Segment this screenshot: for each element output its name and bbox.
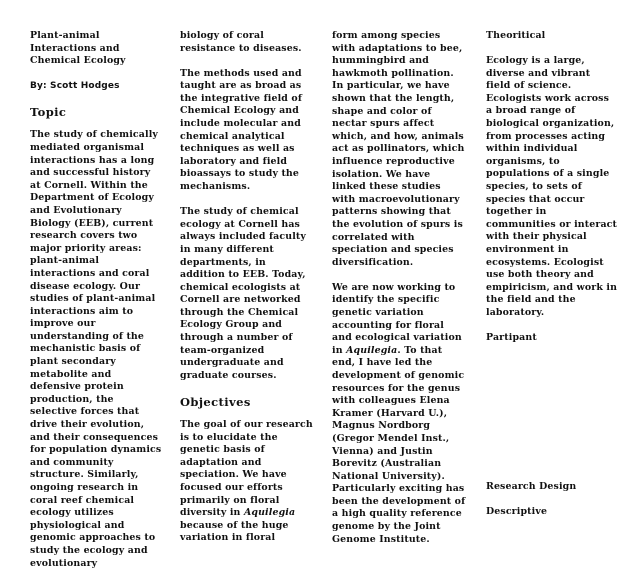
theoretical-heading: Theoritical	[486, 30, 546, 41]
column-3	[332, 30, 467, 559]
topic-heading: Topic	[30, 105, 67, 120]
objectives-text-pre: The goal of our research is to elucidate the genetic basis of adaptation and speciation. We have focused our efforts primarily on floral diversity in	[180, 418, 313, 519]
brochure-title: Plant-animal Interactions and Chemical Ecology	[30, 30, 126, 67]
descriptive-heading: Descriptive	[486, 506, 548, 518]
participant-heading: Partipant	[486, 332, 537, 344]
topic-paragraph: The study of chemically mediated organismal interactions has a long and successful history at Cornell. Within the Department of Ecology and Evolutionary Biology (EEB), current research covers two major priority areas: plant-animal interactions and coral disease ecology. Our studies of plant-animal interactions aim to improve our understanding of the mechanistic basis of plant secondary metabolite and defensive protein production, the selective forces that drive their evolution, and their consequences for population dynamics and community structure. Similarly, ongoing research in coral reef chemical ecology utilizes physiological and genomic approaches to study the ecology and evolutionary	[30, 129, 162, 569]
working-genus: Aquilegia	[346, 344, 398, 356]
faculty-paragraph: The study of chemical ecology at Cornell has always included faculty in many different departments, in addition to EEB. Today, chemical ecologists at Cornell are networked through the Chemical Ecology Group and through a number of team-organized undergraduate and graduate courses.	[180, 206, 306, 381]
column-4	[486, 30, 618, 531]
author-byline: By: Scott Hodges	[30, 81, 120, 92]
floral-form-paragraph: form among species with adaptations to bee, hummingbird and hawkmoth pollination. In particular, we have shown that the length, shape and color of nectar spurs affect which, and how, animals act as pollinators, which influence reproductive isolation. We have linked these studies with macroevolutionary patterns showing that the evolution of spurs is correlated with speciation and species diversification.	[332, 30, 465, 268]
working-text-pre: We are now working to identify the specific genetic variation accounting for floral and ecological variation in	[332, 281, 462, 356]
theoretical-paragraph: Ecology is a large, diverse and vibrant field of science. Ecologists work across a broad range of biological organization, from processes acting within individual organisms, to populations of a single species, to sets of species that occur together in communities or interact with their physical environment in ecosystems. Ecologist use both theory and empiricism, and work in the field and the laboratory.	[486, 55, 618, 318]
genetic-work-paragraph	[332, 282, 467, 546]
coral-continuation-paragraph: biology of coral resistance to diseases.	[180, 30, 302, 54]
spacer	[486, 357, 618, 419]
working-text-post: . To that end, I have led the development of genomic resources for the genus with colleagues Elena Kramer (Harvard U.), Magnus Nordborg (Gregor Mendel Inst., Vienna) and Justin Borevitz (Australian National University). Particularly exciting has been the development of a high quality reference genome by the Joint Genome Institute.	[332, 344, 466, 545]
research-design-heading: Research Design	[486, 481, 577, 493]
spacer	[486, 419, 618, 481]
objectives-paragraph	[180, 419, 314, 545]
column-1	[30, 30, 162, 583]
objectives-genus: Aquilegia	[243, 507, 296, 519]
methods-paragraph: The methods used and taught are as broad as the integrative field of Chemical Ecology and include molecular and chemical analytical techniques as well as laboratory and field bioassays to study the mechanisms.	[180, 67, 303, 193]
objectives-text-post: because of the huge variation in floral	[180, 519, 289, 544]
objectives-heading: Objectives	[180, 394, 251, 409]
column-2	[180, 30, 314, 557]
